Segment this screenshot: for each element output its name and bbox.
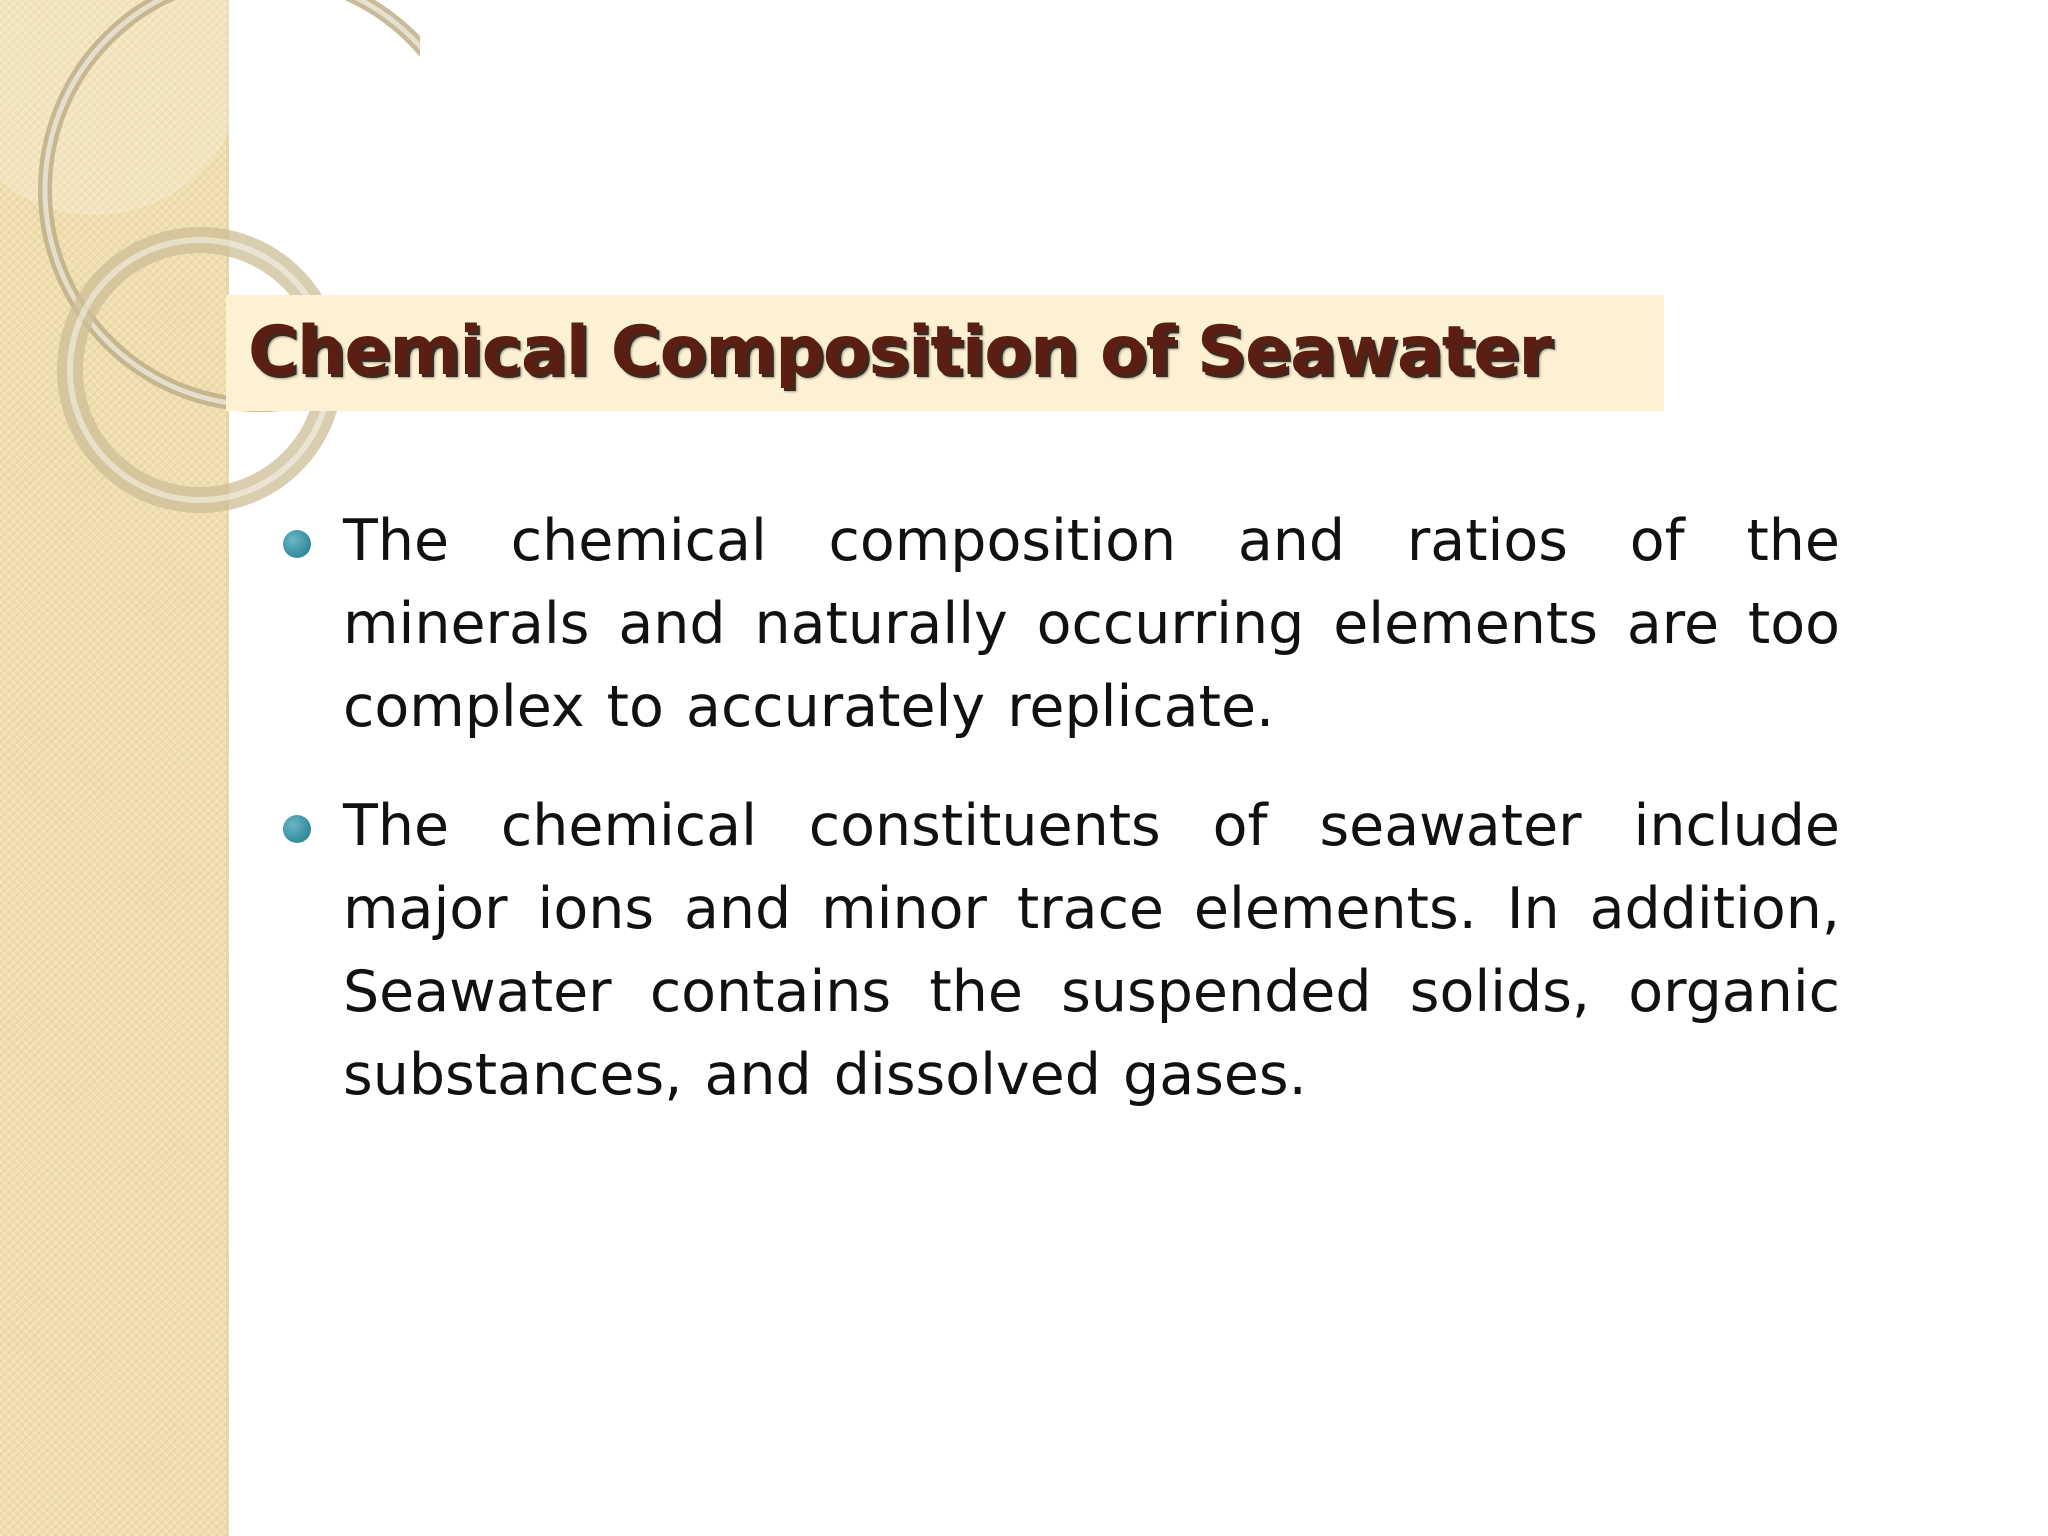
circle-bullet-icon: [283, 530, 311, 558]
circle-bullet-icon: [283, 815, 311, 843]
bullet-text: The chemical constituents of seawater include major ions and minor trace elements. In addition, Seawater contains the suspended solids, organic substances, and dissolved gases.: [343, 793, 1840, 1108]
decorative-rings: [0, 0, 420, 520]
bullet-item: [270, 785, 1840, 1117]
slide-title: Chemical Composition of Seawater: [248, 312, 1551, 391]
bullet-item: [270, 500, 1840, 749]
bullet-text: The chemical composition and ratios of the minerals and naturally occurring elements are too complex to accurately replicate.: [343, 508, 1840, 740]
bullet-list: [270, 500, 1840, 1153]
